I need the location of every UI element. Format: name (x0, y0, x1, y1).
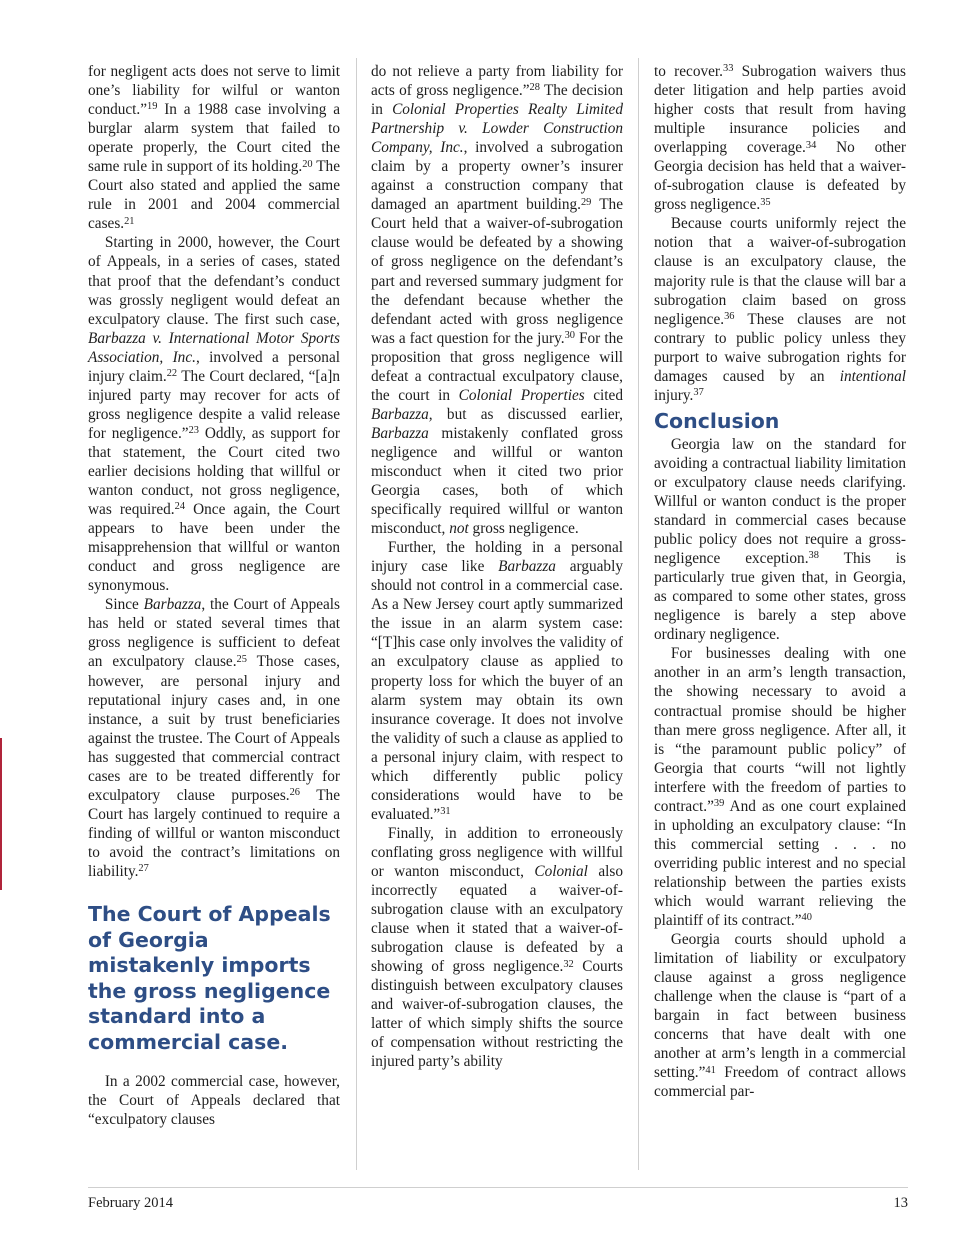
text-run: to recover. (654, 63, 723, 80)
paragraph (88, 1072, 340, 1129)
case-name: Colonial (534, 862, 588, 880)
text-run: Freedom of contract allows commercial par- (654, 1064, 906, 1101)
text-run: do not relieve a party from liability for acts of gross negligence.” (371, 63, 623, 100)
text-run: In a 1988 case involving a burglar alarm system that failed to operate properly, the Court cited the same rule in support of its holding. (88, 101, 340, 176)
footnote-ref: 20 (302, 158, 313, 170)
paragraph (654, 644, 906, 930)
text-run: Georgia law on the standard for avoiding a contractual liability limitation or exculpatory clause needs clarifying. Willful or wanton conduct is the proper standard in commercial cases because public policy does not require a gross-negligence exception. (654, 435, 906, 568)
text-run: The Court also stated and applied the same rule in 2001 and 2004 commercial cases. (88, 158, 340, 233)
footnote-ref: 40 (801, 912, 812, 924)
text-run: Starting in 2000, however, the Court of Appeals, in a series of cases, stated that proof that the defendant’s conduct was grossly negligent would defeat an exculpatory clause. The first such case, (88, 234, 340, 328)
footnote-ref: 37 (693, 387, 704, 399)
paragraph (654, 214, 906, 404)
text-run: Because courts uniformly reject the notion that a waiver-of-subrogation clause is an exculpatory clause, the majority rule is that the clause will bar a subrogation claim based on gross negligence. (654, 215, 906, 328)
column-divider (356, 58, 357, 1170)
text-run: , involved a personal injury claim. (88, 348, 340, 385)
text-run: cited (584, 386, 623, 404)
paragraph (371, 538, 623, 824)
text-run: Finally, in addition to erroneously conflating gross negligence with willful or wanton misconduct, (371, 824, 623, 880)
paragraph (371, 824, 623, 1072)
text-run: The Court declared, “[a]n injured party may recover for acts of gross negligence despite a valid release for negligence.” (88, 367, 340, 442)
text-run: The Court has largely continued to require a finding of willful or wanton misconduct to avoid the contract’s limitations on liability. (88, 786, 340, 880)
footnote-ref: 25 (236, 653, 247, 665)
column-2 (371, 62, 623, 1071)
column-1 (88, 62, 340, 1129)
text-run: For the proposition that gross negligence will defeat a contractual exculpatory clause, the court in (371, 329, 624, 404)
paragraph (654, 62, 906, 214)
text-run: Those cases, however, are personal injury and reputational injury cases and, in one instance, a suit by trust beneficiaries against the trustee. The Court of Appeals has suggested that commercial contract cases are to be treated differently for exculpatory clause purposes. (88, 653, 340, 804)
footnote-ref: 31 (440, 806, 451, 818)
text-run: Oddly, as support for that statement, the Court cited two earlier decisions holding that willful or wanton conduct, not gross negligence, was required. (88, 424, 340, 519)
section-heading: The Court of Appeals of Georgia mistakenly imports the gross negligence standard into a commercial case. (88, 902, 331, 1054)
case-name: Colonial Properties (458, 386, 585, 404)
text-run: The decision in (371, 82, 623, 119)
case-name: Colonial Properties Realty Limited Partnership v. Lowder Construction Company, Inc. (371, 101, 623, 157)
footnote-ref: 39 (713, 798, 725, 810)
case-name: Barbazza (498, 558, 556, 576)
footnote-ref: 30 (564, 329, 575, 341)
footnote-ref: 26 (289, 787, 300, 799)
emphasis: intentional (839, 367, 906, 385)
footnote-ref: 34 (805, 139, 817, 151)
footnote-ref: 36 (724, 310, 735, 322)
text-run: but as discussed earlier, (432, 405, 623, 423)
text-run: For businesses dealing with one another in an arm’s length transaction, the showing necessary to avoid a contractual promise should be higher than mere gross negligence. After all, it is “the paramount public policy” of Georgia that courts “will not lightly interfere with the freedom of parties to contract.” (654, 645, 906, 815)
footnote-ref: 23 (188, 425, 199, 437)
footnote-ref: 41 (705, 1064, 716, 1076)
text-run: This is particularly true given that, in Georgia, as compared to some other states, gross negligence is barely a step above ordinary negligence. (654, 550, 906, 644)
text-run: Courts distinguish between exculpatory clauses and waiver-of-subrogation clauses, the latter of which simply shifts the source of compensation without restricting the injured party’s ability (371, 958, 623, 1071)
case-name: Barbazza (143, 596, 202, 614)
emphasis: not (449, 520, 469, 538)
paragraph (88, 62, 340, 233)
paragraph (654, 435, 906, 645)
text-run: injury. (654, 386, 694, 404)
text-run: Further, the holding in a personal injury case like (371, 539, 623, 576)
case-name: Barbazza v. International Motor Sports Association, Inc. (88, 329, 340, 366)
text-run: In a 2002 commercial case, however, the Court of Appeals declared that “exculpatory clauses (88, 1073, 340, 1129)
footnote-ref: 28 (529, 82, 540, 94)
paragraph (88, 595, 340, 881)
footnote-ref: 27 (138, 863, 149, 875)
paragraph (88, 233, 340, 595)
text-run: Georgia courts should uphold a limitation of liability or exculpatory clause against a gross negligence challenge when the clause is “part of a bargain in fact between business concerns that have dealt with one another at arm’s length in a commercial setting.” (654, 931, 906, 1082)
text-run: , involved a subrogation claim by a property owner’s insurer against a construction company that damaged an apartment building. (371, 139, 623, 214)
case-name: Barbazza (371, 424, 429, 442)
section-heading-conclusion: Conclusion (654, 408, 780, 433)
footnote-ref: 21 (124, 215, 135, 227)
paragraph (654, 930, 906, 1101)
text-run: for negligent acts does not serve to limit one’s liability for wilful or wanton conduct.” (88, 63, 340, 119)
footnote-ref: 33 (723, 63, 734, 75)
footnote-ref: 29 (580, 196, 592, 208)
text-run: gross negligence. (468, 520, 579, 538)
page-number: 13 (893, 1195, 908, 1211)
text-run: mistakenly conflated gross negligence and willful or wanton misconduct when it cited two prior Georgia cases, both of which specifically required willful or wanton misconduct, (371, 424, 623, 538)
text-run: No other Georgia decision has held that a waiver-of-subrogation clause is defeated by gross negligence. (654, 139, 906, 214)
footnote-ref: 35 (760, 196, 771, 208)
footnote-ref: 22 (166, 368, 178, 380)
text-run: Once again, the Court appears to have been under the misapprehension that willful or wanton conduct and gross negligence are synonymous. (88, 501, 340, 595)
column-divider (638, 58, 639, 1170)
footnote-ref: 38 (808, 550, 819, 562)
text-run: These clauses are not contrary to public policy unless they purport to waive subrogation rights for damages caused by an (654, 310, 906, 385)
footer-date: February 2014 (88, 1195, 173, 1211)
text-run: arguably should not control in a commercial case. As a New Jersey court aptly summarized the issue in an alarm system case: “[T]his case only involves the validity of an exculpatory clause as applied to property loss for which the buyer of an alarm system may obtain its own insurance coverage. It does not involve the validity of such a clause as applied to a personal injury claim, with respect to which differently public policy considerations would have to be evaluated.” (371, 558, 623, 823)
footnote-ref: 19 (147, 101, 158, 113)
text-run: And as one court explained in upholding an exculpatory clause: “In this commercial setting . . . no overriding public interest and no special relationship between the parties exists which would warrant relieving the plaintiff of its contract.” (654, 797, 906, 930)
text-run: Subrogation waivers thus deter litigation and help parties avoid higher costs that result from having multiple insurance policies and overlapping coverage. (654, 63, 907, 157)
left-edge-accent (0, 738, 2, 890)
text-run: Since (104, 596, 144, 614)
text-run: , the Court of Appeals has held or stated several times that gross negligence is sufficient to defeat an exculpatory clause. (88, 596, 340, 671)
column-3 (654, 62, 906, 1101)
footnote-ref: 32 (563, 958, 574, 970)
case-name: Barbazza, (371, 405, 433, 423)
text-run: also incorrectly equated a waiver-of-subrogation clause with an exculpatory clause when it stated that a waiver-of-subrogation clause is defeated by a showing of gross negligence. (371, 862, 623, 976)
footnote-ref: 24 (174, 501, 186, 513)
footer-rule (88, 1187, 908, 1188)
text-run: The Court held that a waiver-of-subrogation clause would be defeated by a showing of gross negligence on the defendant’s part and reversed summary judgment for the defendant because whether the defendant acted with gross negligence was a fact question for the jury. (371, 196, 623, 347)
paragraph (371, 62, 623, 538)
